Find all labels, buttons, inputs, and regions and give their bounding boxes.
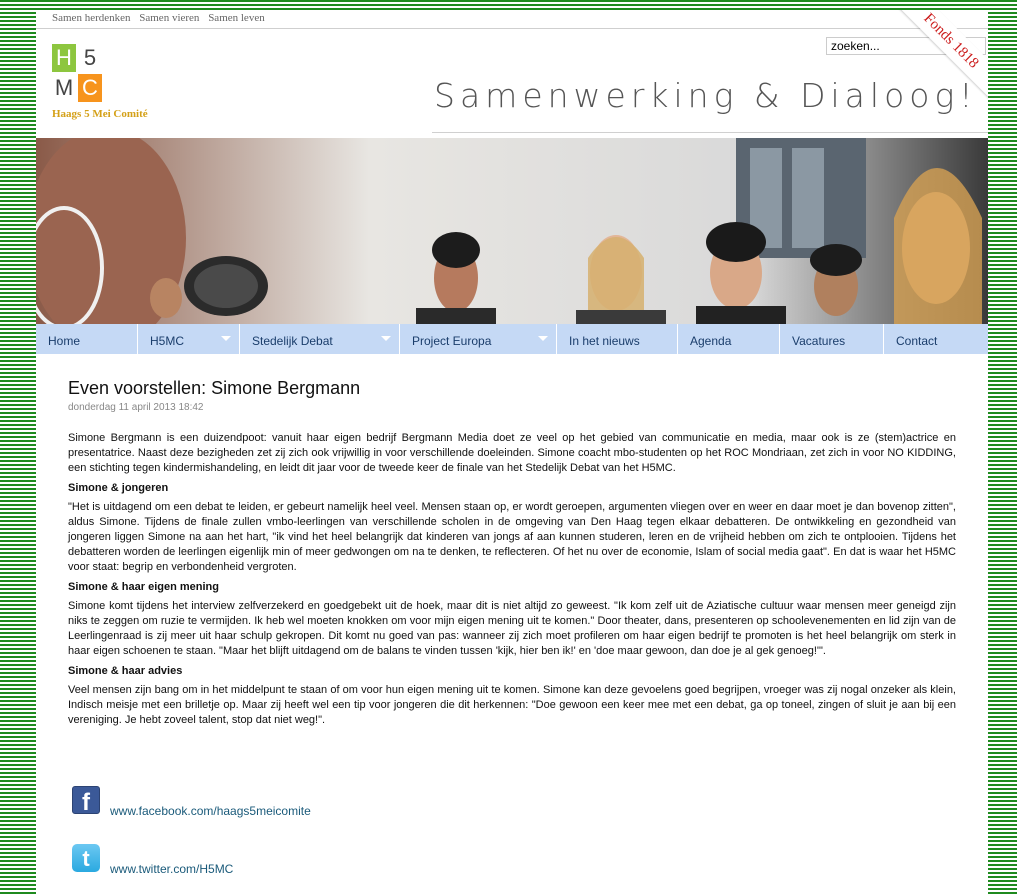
dropdown-caret-icon [381, 336, 391, 341]
nav-item-project-europa[interactable] [400, 324, 557, 354]
section-text: Simone komt tijdens het interview zelfverzekerd en goedgebekt uit de hoek, maar dit is niet altijd zo geweest. "Ik kom zelf uit de Aziatische cultuur waar mensen meer geneigd zijn niks te zeggen om ruzie te vermijden. Ik heb wel moeten knokken om voor mijn eigen mening uit te komen." Door theater, dans, presenteren op schoolevenementen en lid zijn van de Leerlingenraad is zij meer uit haar schulp gekropen. Dit komt nu goed van pas: wanneer zij zich moet profileren om haar eigen bedrijf te promoten is het heel belangrijk om sterk in haar eigen schoenen te staan. "Maar het blijft uitdagend om de balans te vinden tussen 'kijk, hier ben ik!' en 'doe maar gewoon, dan doe je al gek genoeg!'". [68, 600, 956, 657]
header-divider [432, 132, 988, 133]
twitter-link-row[interactable] [72, 844, 234, 876]
top-bar [36, 10, 988, 29]
section-heading: Simone & haar advies [68, 665, 183, 677]
nav-item-label: H5MC [150, 334, 185, 348]
nav-item-label: Stedelijk Debat [252, 334, 333, 348]
nav-item-label: Project Europa [412, 334, 492, 348]
logo-tagline: Haags 5 Mei Comité [52, 108, 148, 120]
section-heading: Simone & haar eigen mening [68, 581, 219, 593]
article-title: Even voorstellen: Simone Bergmann [68, 378, 361, 398]
top-link-vieren[interactable]: Samen vieren [139, 12, 200, 24]
top-link-leven[interactable]: Samen leven [208, 12, 265, 24]
facebook-link[interactable]: www.facebook.com/haags5meicomite [110, 804, 311, 818]
page-container [36, 10, 988, 894]
twitter-icon[interactable]: t [72, 844, 100, 872]
dropdown-caret-icon [221, 336, 231, 341]
top-link-herdenken[interactable]: Samen herdenken [52, 12, 131, 24]
nav-item-agenda[interactable] [678, 324, 780, 354]
nav-item-label: In het nieuws [569, 334, 640, 348]
nav-item-h5mc[interactable] [138, 324, 240, 354]
site-logo[interactable] [52, 44, 104, 104]
banner-illustration [36, 138, 988, 324]
section-text: Veel mensen zijn bang om in het middelpunt te staan of om voor hun eigen mening uit te komen. Simone kan deze gevoelens goed begrijpen, vroeger was zij nogal onzeker als klein, Indisch meisje met een brilletje op. Maar zij heeft wel een tip voor jongeren die dit herkennen: "Doe gewoon een keer mee met een debat, ga op toneel, zingen of sluit je aan bij een vereniging. Je hebt zoveel talent, stop dat niet weg!". [68, 684, 956, 726]
nav-item-label: Home [48, 334, 81, 348]
logo-letter-c: C [78, 74, 102, 102]
facebook-link-row[interactable] [72, 786, 311, 818]
nav-item-vacatures[interactable] [780, 324, 884, 354]
nav-item-label: Vacatures [792, 334, 846, 348]
nav-item-home[interactable] [36, 324, 138, 354]
nav-item-label: Contact [896, 334, 938, 348]
logo-letter-h: H [52, 44, 76, 72]
article [68, 378, 956, 728]
logo-letter-m: M [52, 74, 76, 102]
dropdown-caret-icon [538, 336, 548, 341]
fonds-1818-ribbon[interactable]: Fonds 1818 [882, 10, 988, 110]
nav-item-label: Agenda [690, 334, 732, 348]
nav-item-contact[interactable] [884, 324, 988, 354]
nav-item-stedelijk-debat[interactable] [240, 324, 400, 354]
nav-item-in-het-nieuws[interactable] [557, 324, 678, 354]
twitter-link[interactable]: www.twitter.com/H5MC [110, 862, 234, 876]
section-heading: Simone & jongeren [68, 482, 169, 494]
banner-photo [36, 138, 988, 324]
article-intro: Simone Bergmann is een duizendpoot: vanuit haar eigen bedrijf Bergmann Media doet ze veel op het gebied van communicatie en media, maar ook is ze (stem)actrice en presentatrice. Naast deze bezigheden zet zij zich ook vrijwillig in voor verschillende doeleinden. Simone coacht mbo-studenten op het ROC Mondriaan, zet zich in voor NO KIDDING, een stichting tegen kindermishandeling, en leidt dit jaar voor de tweede keer de finale van het Stedelijk Debat van het H5MC. [68, 432, 956, 474]
header-headline: Samenwerking & Dialoog! [434, 76, 978, 115]
article-date: donderdag 11 april 2013 18:42 [68, 402, 204, 413]
main-nav [36, 324, 988, 354]
logo-letter-5: 5 [78, 44, 102, 72]
section-text: "Het is uitdagend om een debat te leiden, er gebeurt namelijk heel veel. Mensen staan op, er wordt geroepen, argumenten vliegen over en weer en daar moet je dan bovenop zitten", aldus Simone. Tijdens de finale zullen vmbo-leerlingen van verschillende scholen in de omgeving van Den Haag tegen elkaar debatteren. De ontwikkeling en gezondheid van jongeren liggen Simone na aan het hart, "ik vind het heel belangrijk dat kinderen van jongs af aan kunnen studeren, leren en de vrijheid hebben om zich te ontplooien. Tijdens het debatteren worden de leerlingen eigenlijk min of meer gedwongen om na te denken, te reflecteren. Of het nu over de economie, Islam of social media gaat". En dat is waar het H5MC voor staat: begrip en verbondenheid vergroten. [68, 501, 956, 573]
facebook-icon[interactable]: f [72, 786, 100, 814]
top-links [52, 12, 271, 24]
